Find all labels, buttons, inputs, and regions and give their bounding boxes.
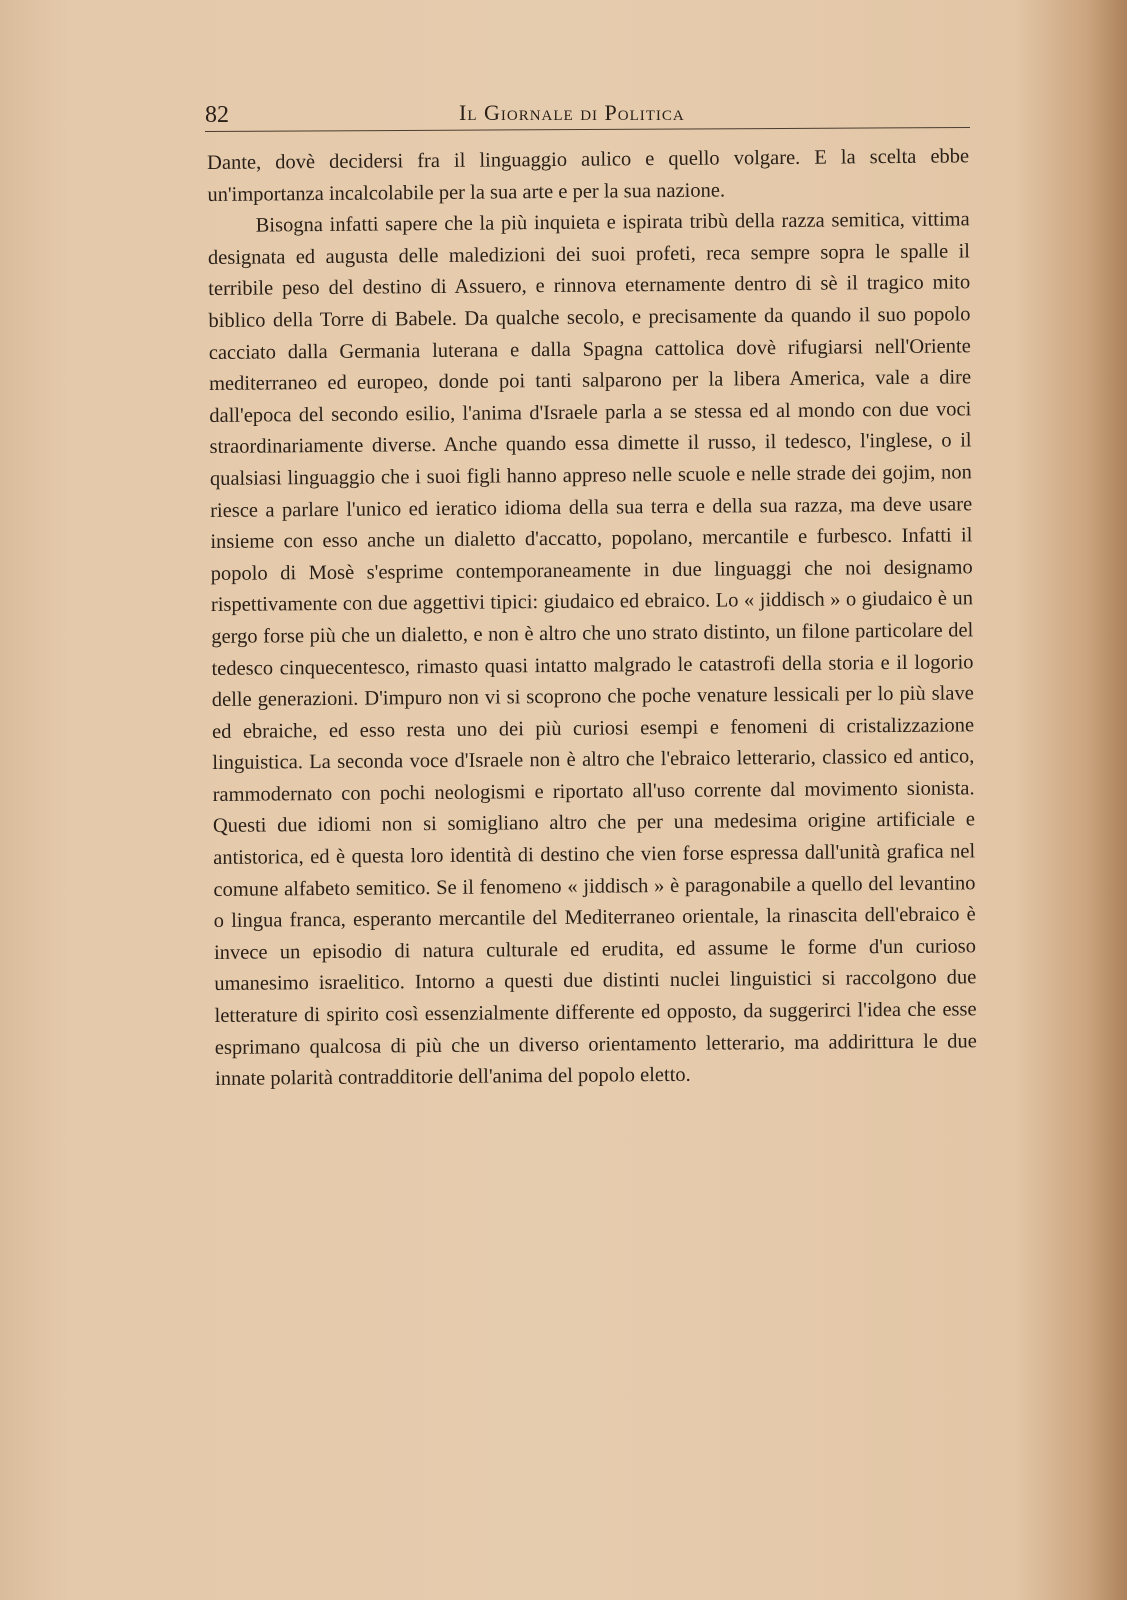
page-number: 82 (205, 102, 229, 128)
body-text (207, 141, 980, 1438)
paragraph-2: Bisogna infatti sapere che la più inquieta e ispirata tribù della razza semitica, vittima designata ed augusta delle maledizioni dei suoi profeti, reca sempre sopra le spalle il terribile peso del destino di Assuero, e rinnova eternamente dentro di sè il tragico mito biblico della Torre di Babele. Da qualche secolo, e precisamente da quando il suo popolo cacciato dalla Germania luterana e dalla Spagna cattolica dovè rifugiarsi nell'Oriente mediterraneo ed europeo, donde poi tanti salparono per la libera America, vale a dire dall'epoca del secondo esilio, l'anima d'Israele parla a se stessa ed al mondo con due voci straordinariamente diverse. Anche quando essa dimette il russo, il tedesco, l'inglese, o il qualsiasi linguaggio che i suoi figli hanno appreso nelle scuole e nelle strade dei gojim, non riesce a parlare l'unico ed ieratico idioma della sua terra e della sua razza, ma deve usare insieme con esso anche un dialetto d'accatto, popolano, mercantile e furbesco. Infatti il popolo di Mosè s'esprime contemporaneamente in due linguaggi che noi designamo rispettivamente con due aggettivi tipici: giudaico ed ebraico. Lo « jiddisch » o giudaico è un gergo forse più che un dialetto, e non è altro che uno strato distinto, un filone particolare del tedesco cinquecentesco, rimasto quasi intatto malgrado le catastrofi della storia e il logorio delle generazioni. D'impuro non vi si scoprono che poche venature lessicali per lo più slave ed ebraiche, ed esso resta uno dei più curiosi esempi e fenomeni di cristalizzazione linguistica. La seconda voce d'Israele non è altro che l'ebraico letterario, classico ed antico, rammodernato con pochi neologismi e riportato all'uso corrente dal movimento sionista. Questi due idiomi non si somigliano altro che per una medesima origine artificiale e antistorica, ed è questa loro identità di destino che vien forse espressa dall'unità grafica nel comune alfabeto semitico. Se il fenomeno « jiddisch » è paragonabile a quello del levantino o lingua franca, esperanto mercantile del Mediterraneo orientale, la rinascita dell'ebraico è invece un episodio di natura culturale ed erudita, ed assume le forme d'un curioso umanesimo israelitico. Intorno a questi due distinti nuclei linguistici si raccolgono due letterature di spirito così essenzialmente differente ed opposto, da suggerirci l'idea che esse esprimano qualcosa di più che un diverso orientamento letterario, ma addirittura le due innate polarità contradditorie dell'anima del popolo eletto. (207, 208, 977, 1091)
running-title: Il Giornale di Politica (459, 100, 685, 125)
paragraph-1: Dante, dovè decidersi fra il linguaggio aulico e quello volgare. E la scelta ebbe un'importanza incalcolabile per la sua arte e per la sua nazione. (207, 145, 970, 206)
page-edge-shadow (1087, 0, 1127, 1600)
